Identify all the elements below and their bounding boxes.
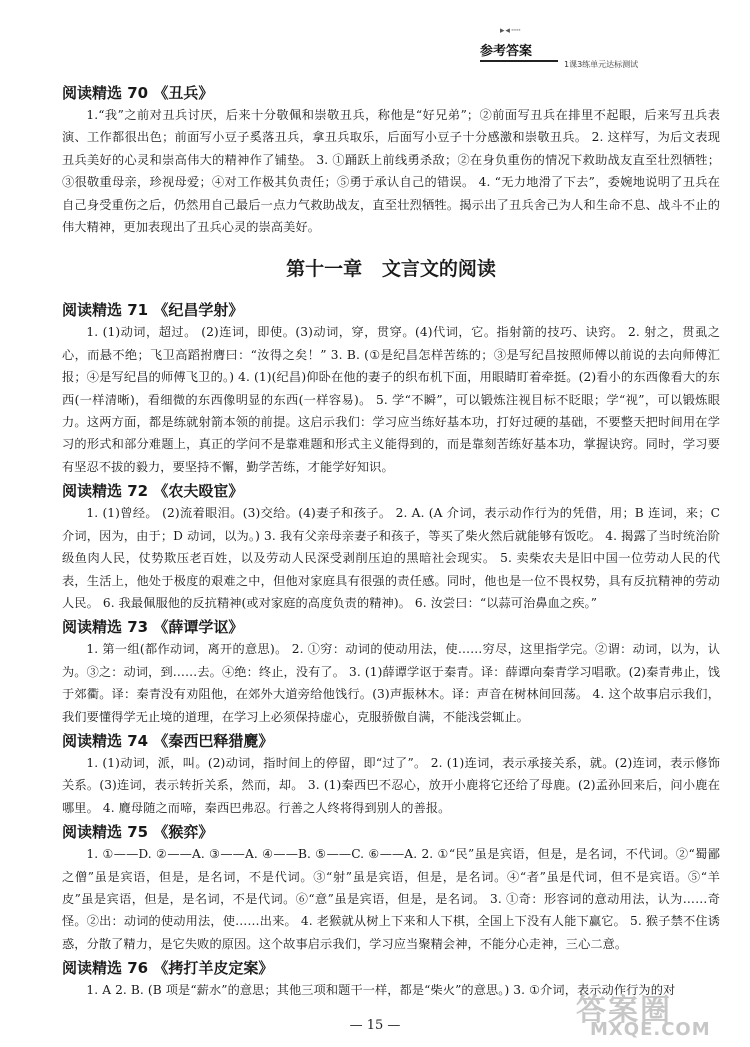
watermark-text: 答案圈	[576, 993, 672, 1028]
section-title: 阅读精选 71 《纪昌学射》	[62, 301, 244, 320]
section-title: 阅读精选 72 《农夫殴宦》	[62, 482, 244, 501]
chapter-title: 第十一章 文言文的阅读	[286, 258, 496, 281]
section-title: 阅读精选 70 《丑兵》	[62, 84, 214, 102]
header-brand: 1课3练单元达标测试	[564, 60, 639, 69]
section-title: 阅读精选 75 《猴弈》	[62, 823, 214, 842]
section-70	[62, 82, 720, 238]
section-paragraph: 1.“我”之前对丑兵讨厌，后来十分敬佩和崇敬丑兵，称他是“好兄弟”；②前面写丑兵在排里不起眼，后来写丑兵表演、工作都很出色；前面写小豆子奚落丑兵，拿丑兵取乐，后面写小豆子十分感激和崇敬丑兵。 2. 这样写，为后文表现丑兵美好的心灵和崇高伟大的精神作了铺垫。 3. ①踊跃上前线勇杀敌；②在身负重伤的情况下救助战友直至壮烈牺牲；③很敬重母亲，珍视母爱；④对工作极其负责任；⑤勇于承认自己的错误。 4. “无力地滑了下去”，委婉地说明了丑兵在自己身受重伤之后，仍然用自己最后一点力气救助战友，直至壮烈牺牲。揭示出了丑兵舍己为人和生命不息、战斗不止的伟大精神，更加表现出了丑兵心灵的崇高美好。	[62, 108, 720, 235]
section-title: 阅读精选 76 《拷打羊皮定案》	[62, 959, 274, 978]
page-number: — 15 —	[349, 1018, 401, 1033]
header-decoration: ▸ ◂ ·····	[500, 26, 521, 36]
section-73	[62, 616, 720, 728]
section-paragraph: 1. (1)动词，派，叫。(2)动词，指时间上的停留，即“过了”。 2. (1)连词，表示承接关系，就。(2)连词，表示修饰关系。(3)连词，表示转折关系，然而，却。 3. (1)秦西巴不忍心，放开小鹿将它还给了母鹿。(2)孟孙回来后，问小鹿在哪里。 4. 麑母随之而啼，秦西巴弗忍。行善之人终将得到别人的善报。	[62, 755, 720, 815]
header-divider	[480, 60, 558, 62]
answer-content	[62, 82, 720, 1004]
section-71	[62, 299, 720, 478]
section-title: 阅读精选 73 《薛谭学讴》	[62, 618, 244, 637]
section-72	[62, 480, 720, 614]
section-paragraph: 1. (1)曾经。 (2)流着眼泪。(3)交给。(4)妻子和孩子。 2. A. (A 介词，表示动作行为的凭借，用；B 连词，来；C 介词，因为，由于；D 动词，以为。) 3. 我有父亲母亲妻子和孩子，等买了柴火然后就能够有饭吃。 4. 揭露了当时统治阶级鱼肉人民，仗势欺压老百姓，以及劳动人民深受剥削压迫的黑暗社会现实。 5. 卖柴农夫是旧中国一位劳动人民的代表，生活上，他处于极度的艰难之中，但他对家庭具有很强的责任感。同时，他也是一位不畏权势，具有反抗精神的劳动人民。 6. 我最佩服他的反抗精神(或对家庭的高度负责的精神)。 6. 汝尝曰：“以蒜可治鼻血之疾。”	[62, 506, 720, 610]
section-paragraph: 1. (1)动词，超过。 (2)连词，即使。(3)动词，穿，贯穿。(4)代词，它。指射箭的技巧、诀窍。 2. 射之，贯虱之心，而悬不绝；飞卫高蹈拊膺曰：“汝得之矣！” 3. B. (①是纪昌怎样苦练的；③是写纪昌按照师傅以前说的去向师傅汇报；④是写纪昌的师傅飞卫的。) 4. (1)(纪昌)仰卧在他的妻子的织布机下面，用眼睛盯着牵挺。(2)看小的东西像看大的东西(一样清晰)，看细微的东西像明显的东西(一样容易)。 5. 学“不瞬”，可以锻炼注视目标不眨眼；学“视”，可以锻炼眼力。这两方面，都是练就射箭本领的前提。这启示我们：学习应当练好基本功，打好过硬的基础，不要整天把时间用在学习的形式和部分难题上，真正的学问不是靠难题和形式主义能得到的，而是靠刻苦练好基本功，掌握诀窍。同时，学习要有坚忍不拔的毅力，要坚持不懈，勤学苦练，才能学好知识。	[62, 325, 720, 474]
section-75	[62, 821, 720, 955]
section-title: 阅读精选 74 《秦西巴释猎麑》	[62, 731, 274, 750]
section-paragraph: 1. ①——D. ②——A. ③——A. ④——B. ⑤——C. ⑥——A. 2. ①“民”虽是宾语，但是，是名词，不代词。②“蜀鄙之僧”虽是宾语，但是，是名词，不是代词。③“射”虽是宾语，但是，是名词。④“者”虽是代词，但不是宾语。⑤“羊皮”虽是宾语，但是，是名词，不是代词。⑥“意”虽是宾语，但是，是名词。 3. ①奇：形容词的意动用法，认为……奇怪。②出：动词的使动用法，使……出来。 4. 老猴就从树上下来和人下棋，全国上下没有人能下赢它。 5. 猴子禁不住诱惑，分散了精力，是它失败的原因。这个故事启示我们，学习应当聚精会神，不能分心走神，三心二意。	[62, 847, 720, 951]
section-74	[62, 730, 720, 819]
page-header	[480, 22, 740, 69]
section-paragraph: 1. 第一组(都作动词，离开的意思)。 2. ①穷：动词的使动用法，使……穷尽，这里指学完。②谓：动词，以为，认为。③之：动词，到……去。④绝：终止，没有了。 3. (1)薛谭学讴于秦青。译：薛谭向秦青学习唱歌。(2)秦青弗止，饯于郊衢。译：秦青没有劝阻他，在郊外大道旁给他饯行。(3)声振林木。译：声音在树林间回荡。 4. 这个故事启示我们，我们要懂得学无止境的道理，在学习上必须保持虚心，克服骄傲自满，不能浅尝辄止。	[62, 642, 720, 724]
header-label: 参考答案	[480, 44, 533, 59]
watermark-url: MXQE.COM	[590, 1019, 711, 1040]
section-paragraph: 1. A 2. B. (B 项是“薪水”的意思；其他三项和题干一样，都是“柴火”的意思。) 3. ①介词，表示动作行为的对	[86, 983, 676, 998]
watermark-logo	[566, 985, 736, 1041]
